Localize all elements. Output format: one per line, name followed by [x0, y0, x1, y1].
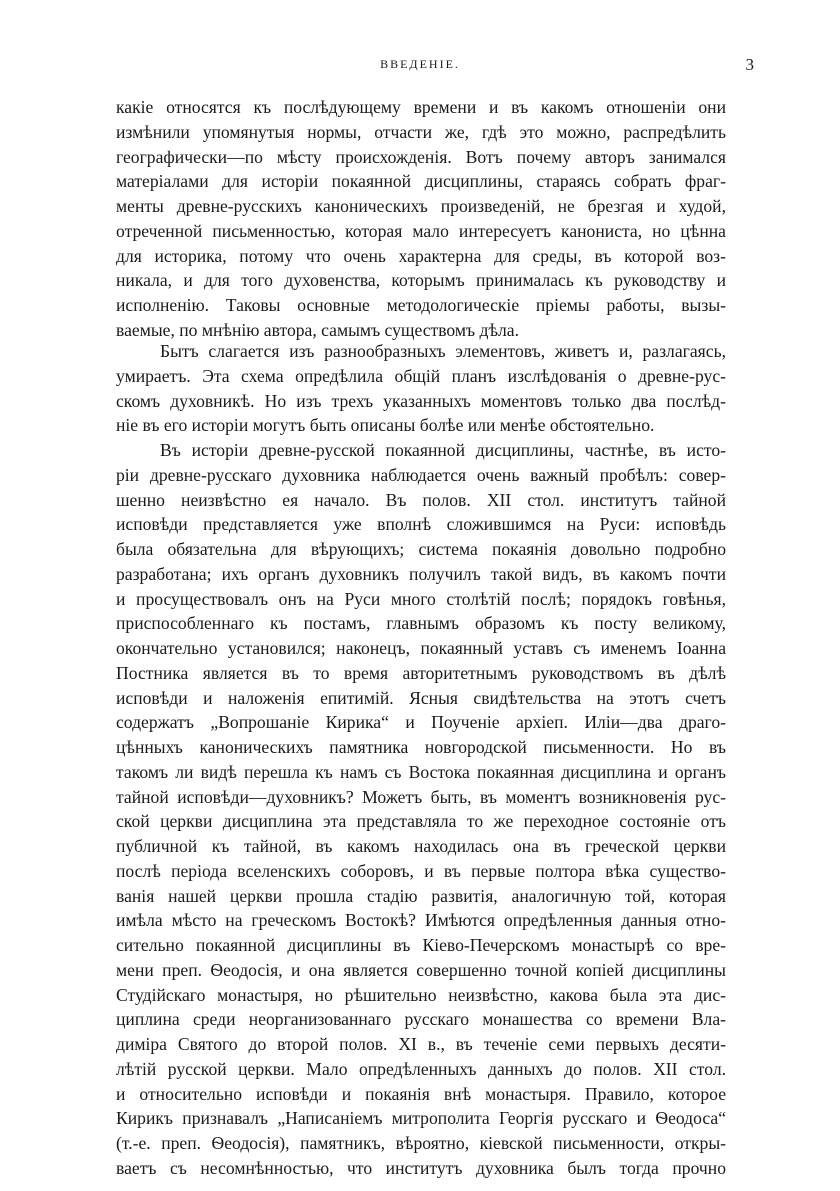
text-line: Бытъ слагается изъ разнообразныхъ элементовъ, живетъ и, разлагаясь, [160, 341, 726, 361]
text-line: лѣтій русской церкви. Мало опредѣленныхъ данныхъ до полов. XII стол. [116, 1058, 726, 1079]
text-line: ваетъ съ несомнѣнностью, что институтъ духовника былъ тогда прочно [116, 1157, 726, 1178]
main-text [116, 339, 726, 1181]
text-line: Студійскаго монастыря, но рѣшительно неизвѣстно, какова была эта дис- [116, 984, 726, 1005]
text-line: Постника является въ то время авторитетнымъ руководствомъ въ дѣлѣ [116, 662, 726, 683]
text-line: ріи древне-русскаго духовника наблюдается очень важный пробѣлъ: совер- [116, 464, 726, 485]
text-line: послѣ періода вселенскихъ соборовъ, и въ первые полтора вѣка существо- [116, 860, 726, 881]
text-line: имѣла мѣсто на греческомъ Востокѣ? Имѣются опредѣленныя данныя отно- [116, 910, 726, 931]
text-line: Кирикъ признавалъ „Написаніемъ митрополита Георгія русскаго и Ѳеодоса“ [116, 1108, 726, 1129]
text-line: ваемые, по мнѣнію автора, самымъ существомъ дѣла. [116, 319, 519, 340]
text-line: матеріалами для исторіи покаянной дисциплины, стараясь собрать фраг- [116, 171, 726, 192]
text-line: мени преп. Ѳеодосія, и она является совершенно точной копіей дисциплины [116, 959, 726, 980]
running-head [0, 55, 840, 75]
text-line: ванія нашей церкви прошла стадію развитія, аналогичную той, которая [116, 885, 726, 906]
text-line: приспособленнаго къ постамъ, главнымъ образомъ къ посту великому, [116, 613, 726, 634]
page-number: 3 [745, 55, 754, 74]
text-line: менты древне-русскихъ каноническихъ произведеній, не брезгая и худой, [116, 196, 726, 216]
section-title: ВВЕДЕНІЕ. [380, 57, 460, 71]
text-line: была обязательна для вѣрующихъ; система покаянія довольно подробно [116, 539, 726, 559]
text-line: тайной исповѣди—духовникъ? Можетъ быть, въ моментъ возникновенія рус- [116, 786, 726, 807]
text-line: ніе въ его исторіи могутъ быть описаны болѣе или менѣе обстоятельно. [116, 415, 655, 436]
text-line: Въ исторіи древне-русской покаянной дисциплины, частнѣе, въ исто- [160, 440, 726, 460]
text-line: какіе относятся къ послѣдующему времени и въ какомъ отношеніи они [116, 97, 726, 117]
text-line: такомъ ли видѣ перешла къ намъ съ Востока покаянная дисциплина и органъ [116, 761, 726, 782]
text-line: диміра Святого до второй полов. XI в., въ теченіе семи первыхъ десяти- [116, 1034, 726, 1054]
text-line: содержатъ „Вопрошаніе Кирика“ и Поученіе архіеп. Иліи—два драго- [116, 712, 726, 733]
text-line: исповѣди и наложенія епитимій. Ясныя свидѣтельства на этотъ счетъ [116, 687, 726, 708]
paragraph-history [116, 438, 726, 1181]
text-line: скомъ духовникѣ. Но изъ трехъ указанныхъ моментовъ только два послѣд- [116, 390, 726, 411]
paragraph-methodology [116, 95, 726, 343]
paragraph-plan [116, 339, 726, 438]
text-line: публичной къ тайной, въ какомъ находилась она въ греческой церкви [116, 836, 726, 856]
text-line: (т.-е. преп. Ѳеодосія), памятникъ, вѣроятно, кіевской письменности, откры- [116, 1133, 726, 1153]
text-line: исповѣди представляется уже вполнѣ сложившимся на Руси: исповѣдь [116, 514, 726, 535]
text-line: исполненію. Таковы основные методологическіе пріемы работы, вызы- [116, 295, 726, 315]
text-line: окончательно установился; наконецъ, покаянный уставъ съ именемъ Іоанна [116, 638, 726, 658]
text-line: отреченной письменностью, которая мало интересуетъ канониста, но цѣнна [116, 220, 726, 241]
text-line: разработана; ихъ органъ духовникъ получилъ такой видъ, въ какомъ почти [116, 563, 726, 584]
text-line: шенно неизвѣстно ея начало. Въ полов. XII стол. институтъ тайной [116, 489, 726, 510]
text-line: географически—по мѣсту происхожденія. Вотъ почему авторъ занимался [116, 146, 726, 167]
text-line: цѣнныхъ каноническихъ памятника новгородской письменности. Но въ [116, 737, 726, 757]
text-line: никала, и для того духовенства, которымъ принималась къ руководству и [116, 270, 726, 291]
text-line: циплина среди неорганизованнаго русскаго монашества со времени Вла- [116, 1009, 726, 1030]
text-line: для историка, потому что очень характерна для среды, въ которой воз- [116, 245, 726, 266]
text-line: измѣнили упомянутыя нормы, отчасти же, гдѣ это можно, распредѣлить [116, 121, 726, 142]
text-line: умираетъ. Эта схема опредѣлила общій планъ изслѣдованія о древне-рус- [116, 365, 726, 386]
text-line: ской церкви дисциплина эта представляла то же переходное состояніе отъ [116, 811, 726, 832]
text-line: и относительно исповѣди и покаянія внѣ монастыря. Правило, которое [116, 1083, 726, 1104]
text-line: сительно покаянной дисциплины въ Кіево-Печерскомъ монастырѣ со вре- [116, 935, 726, 955]
text-line: и просуществовалъ онъ на Руси много столѣтій послѣ; порядокъ говѣнья, [116, 588, 726, 609]
